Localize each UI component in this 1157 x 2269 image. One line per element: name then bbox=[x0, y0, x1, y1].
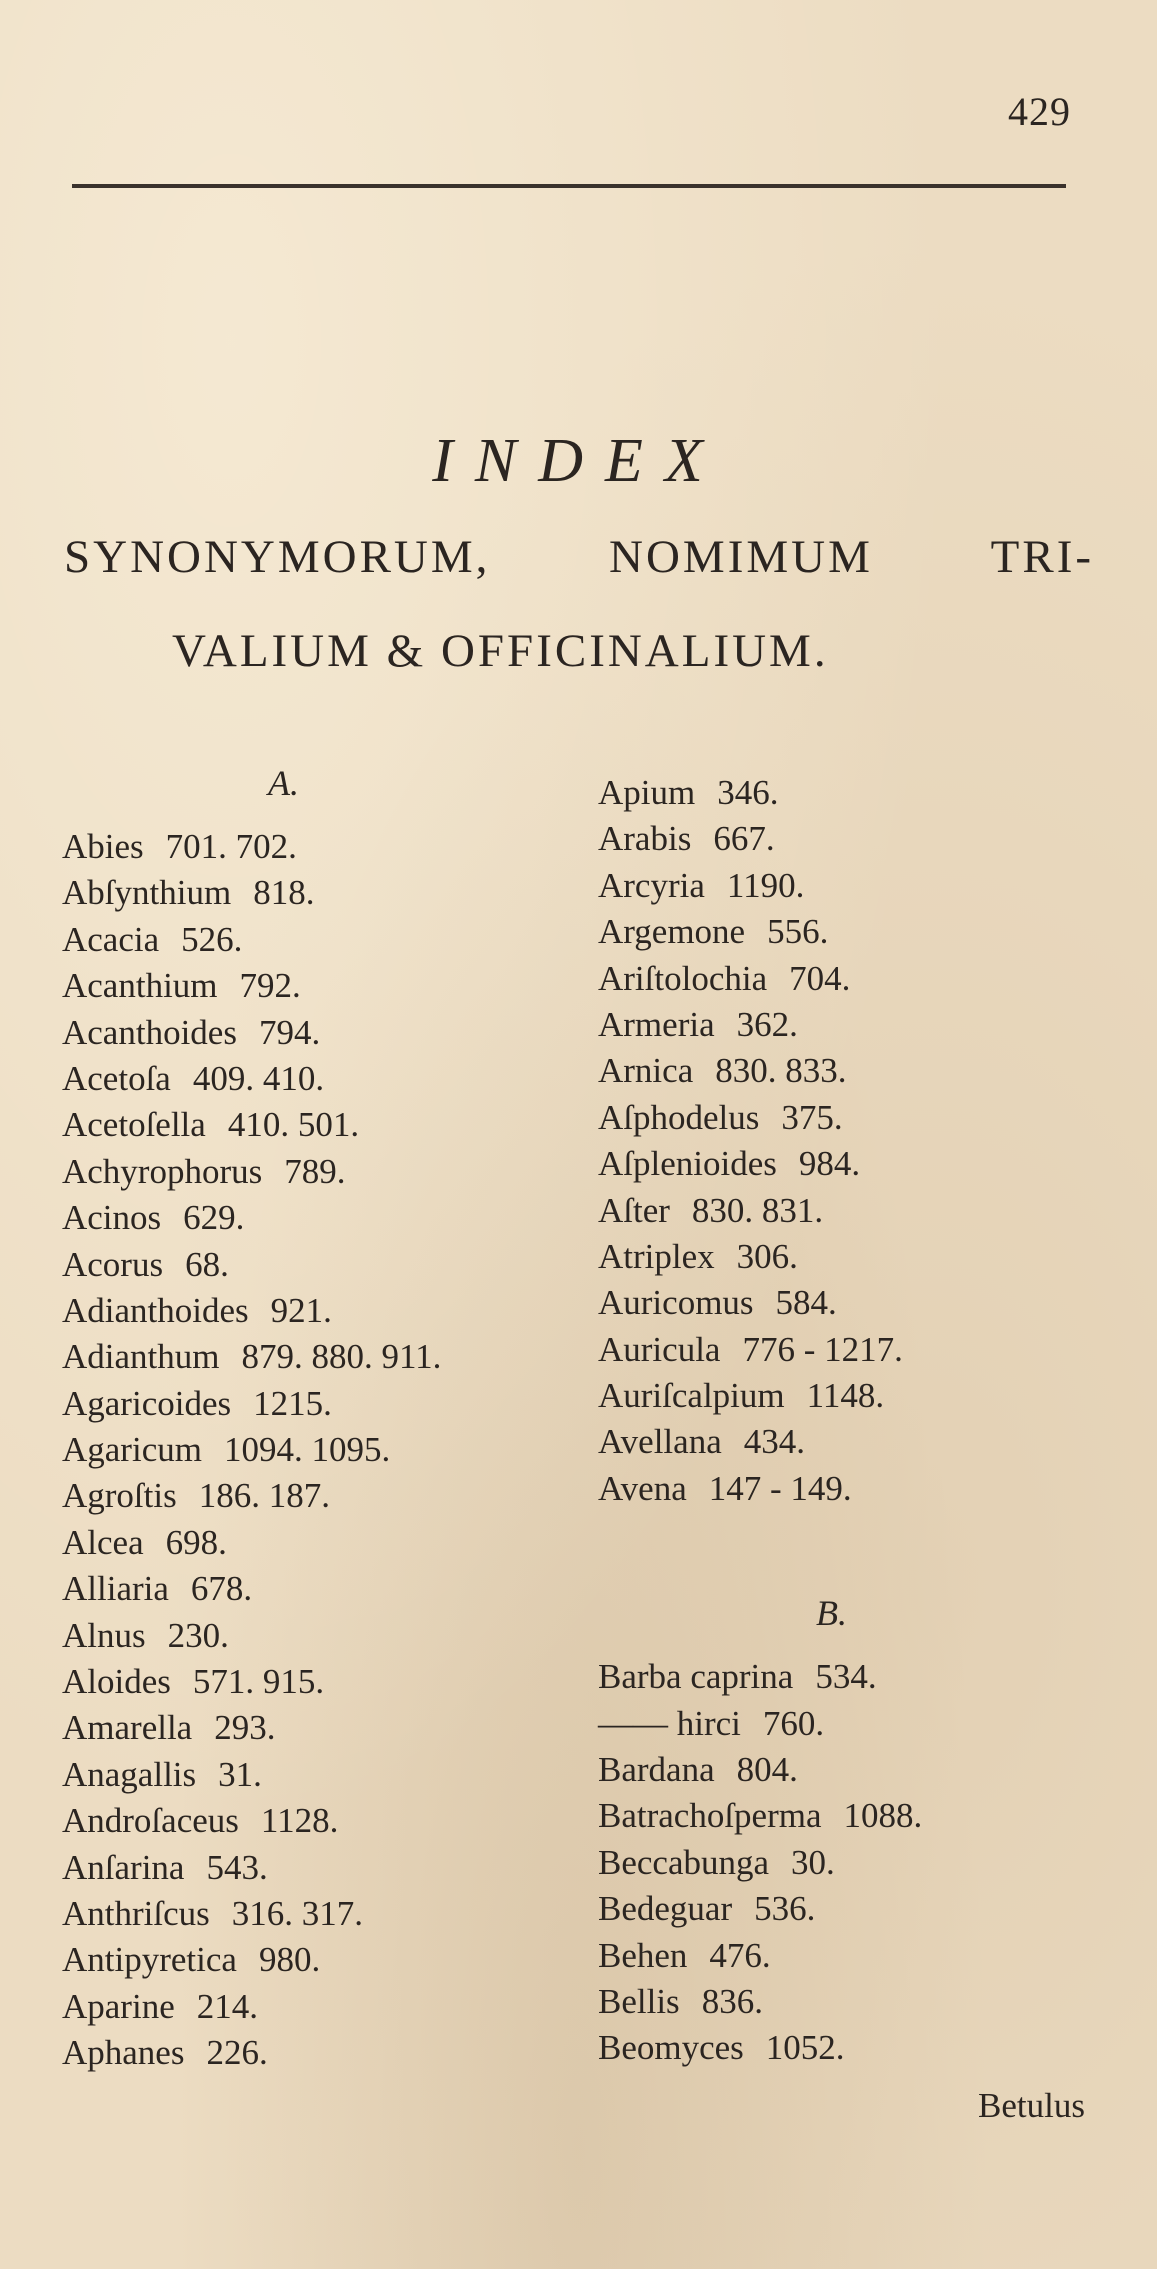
left-entry-list bbox=[62, 824, 582, 2077]
entry-page-ref: 214. bbox=[196, 1986, 258, 2026]
left-column bbox=[62, 763, 582, 2077]
entry-term: Acanthoides bbox=[62, 1012, 237, 1052]
entry-term: Atriplex bbox=[598, 1236, 715, 1276]
index-entry bbox=[62, 1984, 582, 2030]
entry-page-ref: 68. bbox=[185, 1244, 229, 1284]
entry-page-ref: 526. bbox=[181, 919, 243, 959]
entry-page-ref: 31. bbox=[218, 1754, 262, 1794]
index-entry bbox=[598, 1141, 1098, 1187]
index-entry bbox=[598, 1840, 1098, 1886]
entry-term: Aſphodelus bbox=[598, 1097, 760, 1137]
entry-term: Acorus bbox=[62, 1244, 164, 1284]
entry-term: Acanthium bbox=[62, 966, 218, 1006]
index-entry bbox=[62, 963, 582, 1009]
entry-term: Acetoſella bbox=[62, 1105, 206, 1145]
entry-page-ref: 792. bbox=[239, 966, 301, 1006]
entry-term: Bardana bbox=[598, 1750, 715, 1790]
section-spacer bbox=[598, 1512, 1098, 1586]
entry-page-ref: 701. 702. bbox=[165, 827, 297, 866]
entry-page-ref: 584. bbox=[775, 1283, 837, 1323]
entry-term: Acinos bbox=[62, 1198, 162, 1238]
index-entry bbox=[598, 1793, 1098, 1839]
index-entry bbox=[62, 1659, 582, 1705]
index-entry bbox=[598, 909, 1098, 955]
entry-page-ref: 921. bbox=[270, 1290, 332, 1330]
entry-page-ref: 556. bbox=[767, 912, 829, 952]
index-entry bbox=[62, 1473, 582, 1519]
entry-page-ref: 830. 831. bbox=[691, 1190, 824, 1230]
entry-term: Androſaceus bbox=[62, 1801, 239, 1841]
index-entry bbox=[62, 1195, 582, 1241]
entry-term: Arcyria bbox=[598, 865, 705, 905]
index-entry bbox=[598, 1234, 1098, 1280]
index-entry bbox=[598, 1373, 1098, 1419]
entry-page-ref: 409. 410. bbox=[192, 1058, 325, 1098]
index-entry bbox=[598, 1886, 1098, 1932]
entry-term: Abies bbox=[62, 827, 144, 866]
entry-page-ref: 30. bbox=[791, 1842, 835, 1882]
index-entry bbox=[62, 1288, 582, 1334]
index-entry bbox=[598, 816, 1098, 862]
index-entry bbox=[598, 1327, 1098, 1373]
entry-term: Arabis bbox=[598, 819, 692, 859]
entry-term: Acetoſa bbox=[62, 1058, 171, 1098]
entry-term: Agaricum bbox=[62, 1430, 202, 1470]
header-rule bbox=[72, 184, 1066, 188]
entry-term: Achyrophorus bbox=[62, 1151, 263, 1191]
entry-term: Beccabunga bbox=[598, 1842, 770, 1882]
index-entry bbox=[62, 1056, 582, 1102]
entry-page-ref: 1148. bbox=[806, 1376, 885, 1416]
index-entry bbox=[62, 1427, 582, 1473]
entry-page-ref: 375. bbox=[781, 1097, 843, 1137]
entry-term: Arnica bbox=[598, 1051, 694, 1091]
entry-term: Bedeguar bbox=[598, 1889, 733, 1929]
entry-term: Auricomus bbox=[598, 1283, 754, 1323]
index-entry bbox=[598, 1419, 1098, 1465]
index-entry bbox=[598, 863, 1098, 909]
entry-term: Aſplenioides bbox=[598, 1144, 777, 1184]
index-entry bbox=[62, 1010, 582, 1056]
section-letter-b: B. bbox=[816, 1593, 847, 1634]
entry-page-ref: 804. bbox=[736, 1750, 798, 1790]
entry-page-ref: 543. bbox=[206, 1847, 268, 1887]
entry-page-ref: 984. bbox=[798, 1144, 861, 1184]
entry-term: Avellana bbox=[598, 1422, 722, 1462]
index-entry bbox=[598, 1979, 1098, 2025]
index-entry bbox=[62, 824, 582, 870]
right-entry-list-a bbox=[598, 770, 1098, 1512]
entry-page-ref: 704. bbox=[789, 958, 851, 998]
entry-page-ref: 476. bbox=[709, 1935, 771, 1975]
index-entry bbox=[62, 1705, 582, 1751]
index-entry bbox=[598, 1747, 1098, 1793]
entry-page-ref: 1088. bbox=[843, 1796, 923, 1836]
index-entry bbox=[598, 1466, 1098, 1512]
entry-term: Barba caprina bbox=[598, 1657, 794, 1697]
index-entry bbox=[62, 1566, 582, 1612]
index-entry bbox=[598, 1933, 1098, 1979]
catchword: Betulus bbox=[978, 2086, 1085, 2125]
index-entry bbox=[598, 1280, 1098, 1326]
entry-page-ref: 836. bbox=[701, 1981, 763, 2021]
entry-page-ref: 1190. bbox=[726, 865, 805, 905]
index-entry bbox=[62, 1242, 582, 1288]
entry-page-ref: 879. 880. 911. bbox=[241, 1337, 442, 1377]
entry-term: Adianthoides bbox=[62, 1290, 249, 1330]
index-entry bbox=[598, 1701, 1098, 1747]
entry-page-ref: 316. 317. bbox=[231, 1893, 364, 1933]
entry-term: Antipyretica bbox=[62, 1940, 237, 1980]
entry-page-ref: 667. bbox=[713, 819, 775, 859]
entry-term: Behen bbox=[598, 1935, 688, 1975]
index-entry bbox=[62, 1102, 582, 1148]
index-entry bbox=[62, 1798, 582, 1844]
right-column bbox=[598, 770, 1098, 2072]
entry-page-ref: 306. bbox=[736, 1236, 798, 1276]
entry-term: Ariſtolochia bbox=[598, 958, 768, 998]
entry-term: Beomyces bbox=[598, 2028, 744, 2068]
index-subtitle-line1: SYNONYMORUM, NOMIMUM TRI- bbox=[64, 531, 1094, 583]
entry-term: Argemone bbox=[598, 912, 746, 952]
entry-term: Amarella bbox=[62, 1708, 193, 1748]
index-entry bbox=[62, 1937, 582, 1983]
entry-term: Adianthum bbox=[62, 1337, 220, 1377]
entry-page-ref: 830. 833. bbox=[715, 1051, 847, 1091]
entry-page-ref: 147 - 149. bbox=[708, 1468, 852, 1508]
entry-term: Agaricoides bbox=[62, 1383, 232, 1423]
entry-page-ref: 776 - 1217. bbox=[742, 1329, 903, 1369]
entry-term: Aparine bbox=[62, 1986, 175, 2026]
index-entry bbox=[62, 1381, 582, 1427]
entry-term: Alnus bbox=[62, 1615, 146, 1655]
entry-page-ref: 230. bbox=[167, 1615, 229, 1655]
entry-page-ref: 226. bbox=[206, 2033, 268, 2073]
entry-page-ref: 1128. bbox=[260, 1801, 339, 1841]
index-entry bbox=[598, 1188, 1098, 1234]
entry-term: Apium bbox=[598, 773, 696, 812]
index-entry bbox=[62, 917, 582, 963]
entry-term: Alliaria bbox=[62, 1569, 169, 1609]
entry-term: Batrachoſperma bbox=[598, 1796, 822, 1836]
index-entry bbox=[598, 1002, 1098, 1048]
index-entry bbox=[598, 956, 1098, 1002]
entry-term: Aphanes bbox=[62, 2033, 185, 2073]
index-entry bbox=[598, 770, 1098, 816]
index-entry bbox=[62, 1845, 582, 1891]
index-entry bbox=[598, 1654, 1098, 1700]
entry-term: Avena bbox=[598, 1468, 687, 1508]
index-entry bbox=[598, 1048, 1098, 1094]
entry-term: Armeria bbox=[598, 1004, 715, 1044]
index-entry bbox=[62, 1613, 582, 1659]
entry-page-ref: 1094. 1095. bbox=[223, 1430, 391, 1470]
entry-term: —— hirci bbox=[598, 1703, 741, 1743]
page-number: 429 bbox=[1008, 89, 1071, 134]
entry-term: Auricula bbox=[598, 1329, 721, 1369]
entry-page-ref: 434. bbox=[743, 1422, 805, 1462]
entry-term: Alcea bbox=[62, 1522, 144, 1562]
section-letter-a: A. bbox=[268, 763, 299, 803]
entry-page-ref: 794. bbox=[258, 1012, 321, 1052]
entry-page-ref: 410. 501. bbox=[227, 1105, 360, 1145]
entry-page-ref: 293. bbox=[214, 1708, 276, 1748]
entry-page-ref: 980. bbox=[258, 1940, 321, 1980]
entry-page-ref: 1052. bbox=[765, 2028, 845, 2068]
index-entry bbox=[62, 1149, 582, 1195]
entry-term: Aſter bbox=[598, 1190, 670, 1230]
right-entry-list-b bbox=[598, 1654, 1098, 2072]
index-entry bbox=[62, 1520, 582, 1566]
entry-page-ref: 534. bbox=[815, 1657, 877, 1697]
index-entry bbox=[598, 1095, 1098, 1141]
index-entry bbox=[62, 870, 582, 916]
entry-page-ref: 818. bbox=[253, 873, 315, 913]
entry-page-ref: 571. 915. bbox=[192, 1662, 325, 1702]
entry-term: Bellis bbox=[598, 1981, 680, 2021]
entry-page-ref: 698. bbox=[165, 1522, 227, 1562]
entry-page-ref: 362. bbox=[736, 1004, 798, 1044]
entry-term: Anthriſcus bbox=[62, 1893, 210, 1933]
entry-page-ref: 346. bbox=[717, 773, 779, 812]
index-title: INDEX bbox=[432, 427, 725, 495]
entry-page-ref: 760. bbox=[762, 1703, 825, 1743]
index-entry bbox=[598, 2025, 1098, 2071]
entry-term: Acacia bbox=[62, 919, 160, 959]
index-subtitle-line2: VALIUM & OFFICINALIUM. bbox=[172, 625, 829, 677]
entry-term: Auriſcalpium bbox=[598, 1376, 785, 1416]
entry-page-ref: 536. bbox=[754, 1889, 816, 1929]
entry-term: Agroſtis bbox=[62, 1476, 177, 1516]
entry-term: Anſarina bbox=[62, 1847, 185, 1887]
entry-page-ref: 629. bbox=[183, 1198, 245, 1238]
index-entry bbox=[62, 1752, 582, 1798]
entry-page-ref: 678. bbox=[190, 1569, 253, 1609]
entry-page-ref: 789. bbox=[284, 1151, 346, 1191]
entry-term: Aloides bbox=[62, 1662, 171, 1702]
index-entry bbox=[62, 2030, 582, 2076]
entry-term: Anagallis bbox=[62, 1754, 197, 1794]
index-entry bbox=[62, 1891, 582, 1937]
entry-term: Abſynthium bbox=[62, 873, 232, 913]
index-entry bbox=[62, 1334, 582, 1380]
entry-page-ref: 186. 187. bbox=[198, 1476, 330, 1516]
entry-page-ref: 1215. bbox=[253, 1383, 332, 1423]
